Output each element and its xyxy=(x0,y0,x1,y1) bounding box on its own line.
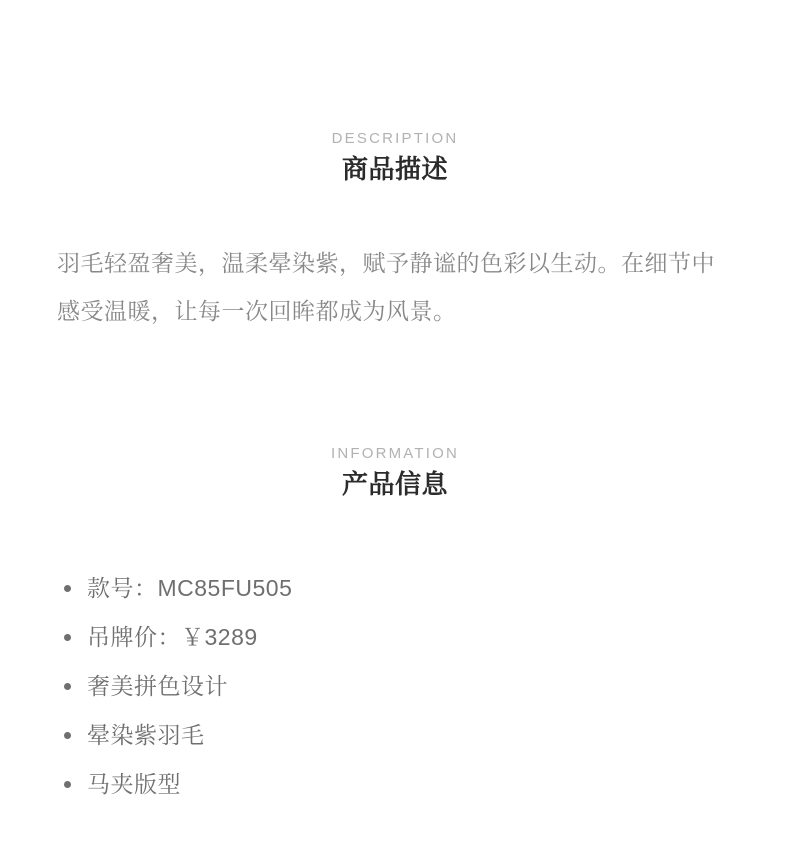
bullet-icon xyxy=(64,585,71,592)
bullet-icon xyxy=(64,634,71,641)
list-item-label: 款号：MC85FU505 xyxy=(87,575,293,602)
list-item xyxy=(57,760,733,809)
description-body-text: 羽毛轻盈奢美，温柔晕染紫，赋予静谧的色彩以生动。在细节中感受温暖，让每一次回眸都成为风景。 xyxy=(57,250,715,325)
list-item-label: 马夹版型 xyxy=(87,771,181,798)
information-list xyxy=(57,564,733,809)
description-eyebrow: DESCRIPTION xyxy=(331,130,459,147)
list-item-label: 吊牌价：￥3289 xyxy=(87,624,258,651)
information-section xyxy=(0,335,790,809)
list-item-label: 晕染紫羽毛 xyxy=(87,722,205,749)
description-heading: 商品描述 xyxy=(341,154,448,184)
list-item-label: 奢美拼色设计 xyxy=(87,673,228,700)
information-eyebrow: INFORMATION xyxy=(330,445,460,463)
bullet-icon xyxy=(64,732,71,739)
list-item xyxy=(57,662,733,711)
list-item xyxy=(57,711,733,760)
bullet-icon xyxy=(64,781,71,788)
description-section xyxy=(0,0,790,335)
information-heading-block xyxy=(0,445,790,502)
list-item xyxy=(57,564,733,613)
list-item xyxy=(57,613,733,662)
description-heading-block xyxy=(0,130,790,187)
information-heading: 产品信息 xyxy=(341,469,448,500)
bullet-icon xyxy=(64,683,71,690)
